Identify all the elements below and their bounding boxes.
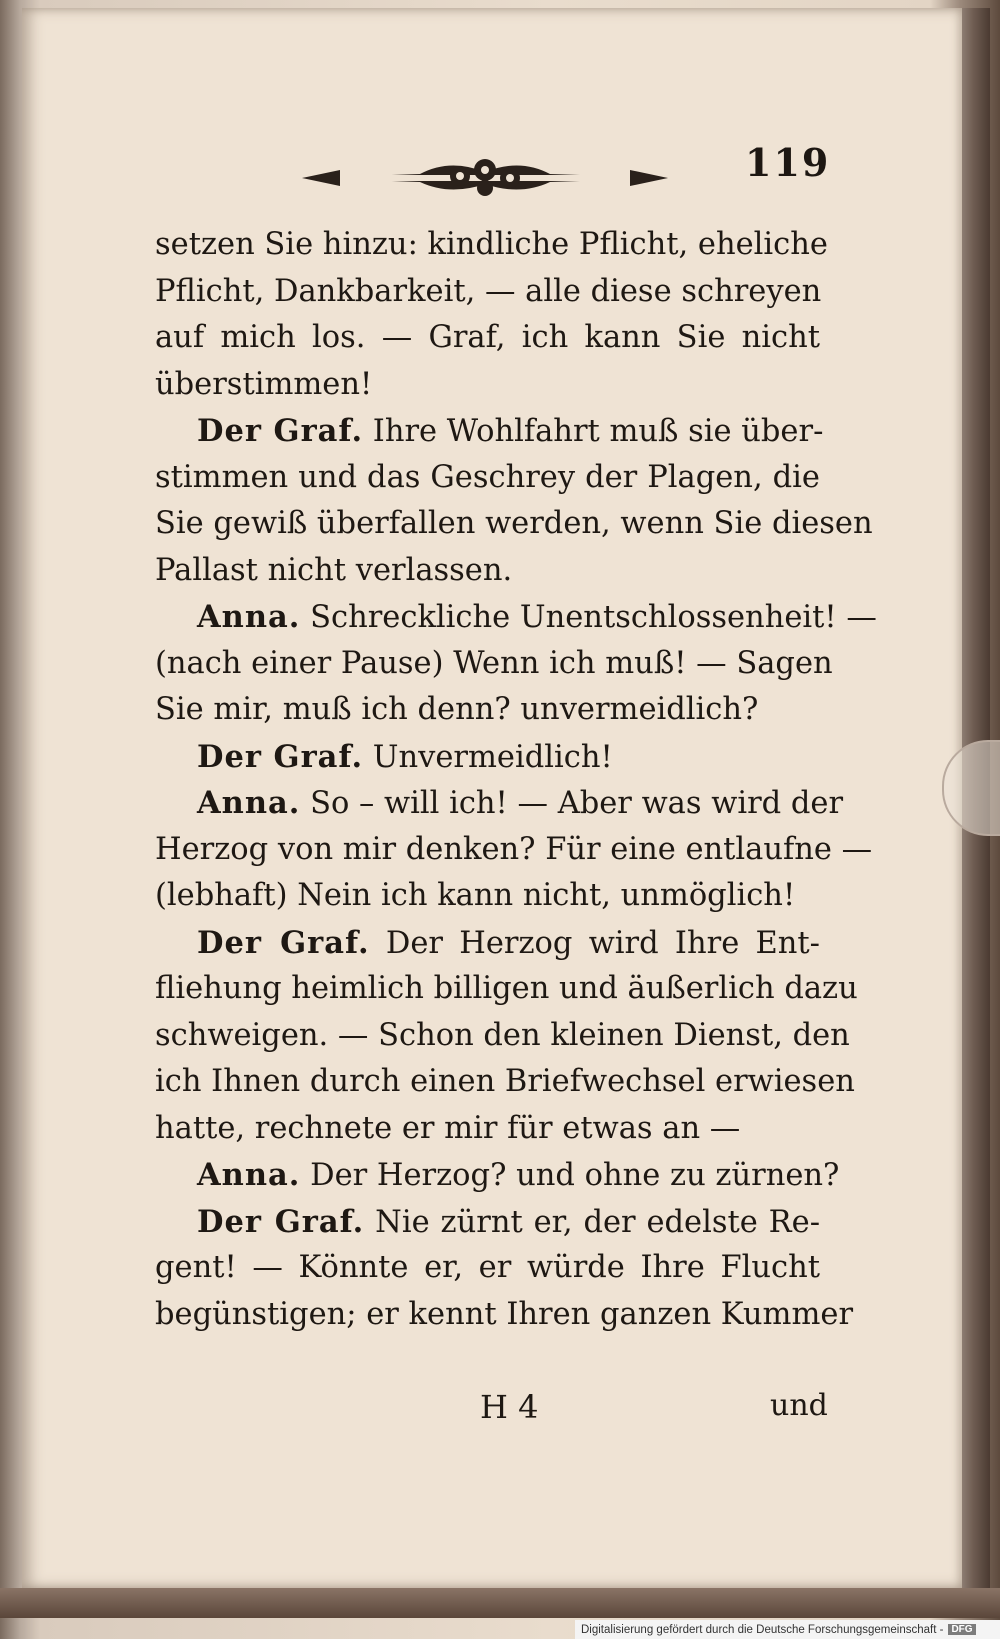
line-text: Der Herzog wird Ihre Ent-	[385, 925, 820, 961]
text-line	[155, 687, 820, 734]
text-line	[155, 1292, 854, 1339]
text-line	[155, 501, 873, 548]
speaker-name: Der Graf.	[197, 738, 364, 775]
line-text: auf mich los. — Graf, ich kann Sie nicht	[155, 320, 820, 355]
page-number: 119	[745, 140, 831, 185]
text-line	[155, 1059, 855, 1106]
speaker-name: Der Graf.	[197, 1203, 365, 1240]
line-text: So – will ich! — Aber was wird der	[310, 786, 844, 821]
text-line	[155, 269, 820, 316]
speaker-name: Anna.	[197, 1157, 301, 1193]
text-line	[155, 1106, 820, 1153]
text-line	[155, 1245, 820, 1292]
catchword: und	[770, 1388, 828, 1423]
line-text: begünstigen; er kennt Ihren ganzen Kummer	[155, 1296, 854, 1332]
text-line	[155, 408, 824, 455]
line-text: überstimmen!	[155, 366, 373, 402]
line-text: (lebhaft) Nein ich kann nicht, unmöglich!	[155, 878, 796, 913]
line-text: schweigen. — Schon den kleinen Dienst, den	[155, 1017, 850, 1053]
signature-mark: H 4	[480, 1388, 539, 1426]
text-line	[155, 873, 820, 920]
text-line	[155, 1199, 820, 1246]
speaker-name: Anna.	[197, 785, 301, 821]
line-text: Ihre Wohlfahrt muß sie über-	[372, 414, 824, 449]
text-line	[155, 548, 820, 595]
line-text: Schreckliche Unentschlossenheit! —	[310, 600, 877, 635]
line-text: Der Herzog? und ohne zu zürnen?	[310, 1158, 840, 1193]
digitization-footer	[575, 1620, 1000, 1639]
line-text: Nie zürnt er, der edelste Re-	[375, 1204, 821, 1240]
line-text: hatte, rechnete er mir für etwas an —	[155, 1110, 741, 1146]
text-line	[155, 594, 877, 641]
text-line	[155, 920, 820, 967]
line-text: stimmen und das Geschrey der Plagen, die	[155, 459, 820, 495]
text-line	[155, 315, 820, 362]
line-text: Pallast nicht verlassen.	[155, 552, 513, 588]
dfg-logo-icon: DFG	[948, 1624, 975, 1635]
text-line	[155, 222, 828, 269]
text-line	[155, 362, 820, 409]
text-line	[155, 1152, 840, 1199]
text-line	[155, 780, 844, 827]
speaker-name: Der Graf.	[197, 413, 364, 449]
text-line	[155, 1013, 850, 1060]
text-line	[155, 641, 833, 688]
line-text: setzen Sie hinzu: kindliche Pflicht, eheliche	[155, 227, 828, 262]
line-text: ich Ihnen durch einen Briefwechsel erwiesen	[155, 1064, 855, 1099]
text-line	[155, 734, 820, 781]
text-line	[155, 966, 858, 1013]
book-bottom-edge	[0, 1588, 1000, 1618]
ornament-vignette-icon	[300, 148, 670, 208]
line-text: Sie mir, muß ich denn? unvermeidlich?	[155, 692, 759, 727]
text-line	[155, 827, 873, 874]
speaker-name: Anna.	[197, 599, 301, 635]
line-text: Pflicht, Dankbarkeit, — alle diese schreyen	[155, 273, 822, 309]
line-text: Herzog von mir denken? Für eine entlaufne —	[155, 831, 873, 867]
body-text	[155, 222, 877, 1338]
line-text: gent! — Könnte er, er würde Ihre Flucht	[155, 1250, 820, 1285]
footer-credit: Digitalisierung gefördert durch die Deutsche Forschungsgemeinschaft -	[581, 1623, 944, 1636]
line-text: Unvermeidlich!	[372, 739, 613, 775]
speaker-name: Der Graf.	[197, 924, 370, 961]
line-text: Sie gewiß überfallen werden, wenn Sie diesen	[155, 506, 873, 541]
line-text: (nach einer Pause) Wenn ich muß! — Sagen	[155, 645, 833, 681]
line-text: fliehung heimlich billigen und äußerlich dazu	[155, 971, 858, 1006]
text-line	[155, 455, 820, 502]
